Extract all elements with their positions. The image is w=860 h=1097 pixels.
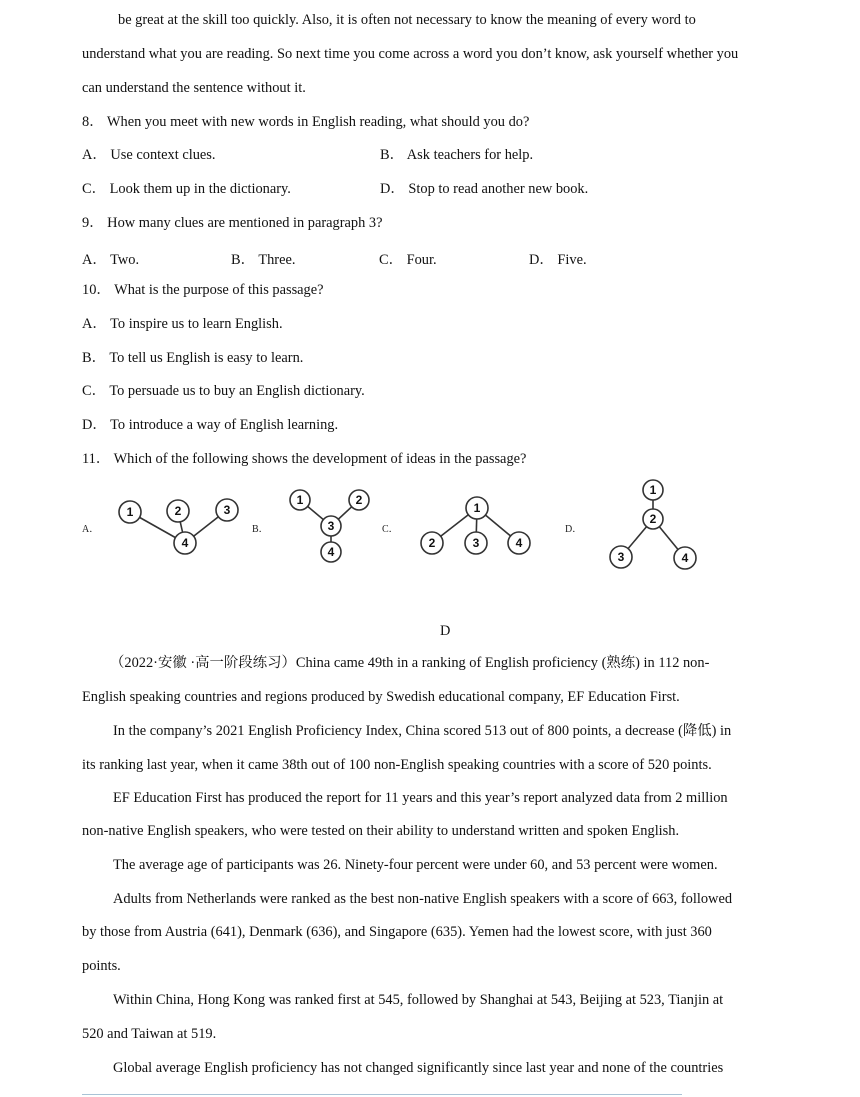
node-4: 4 — [681, 551, 689, 565]
node-2: 2 — [355, 493, 363, 507]
q8-option-b[interactable]: B． Ask teachers for help. — [380, 147, 534, 163]
q9-option-b[interactable]: B． Three. — [231, 252, 296, 268]
passage-line: EF Education First has produced the report for 11 years and this year’s report analyzed data from 2 million — [113, 790, 728, 806]
passage-line: be great at the skill too quickly. Also, it is often not necessary to know the meaning of every word to — [118, 12, 696, 28]
q11-diagram-b[interactable] — [280, 486, 380, 566]
node-4: 4 — [515, 536, 523, 550]
q9-option-d[interactable]: D． Five. — [529, 252, 587, 268]
passage-line: Global average English proficiency has not changed significantly since last year and none of the countries — [113, 1060, 724, 1076]
q8-option-c[interactable]: C． Look them up in the dictionary. — [82, 181, 291, 197]
question-9-stem: 9． How many clues are mentioned in paragraph 3? — [82, 215, 383, 231]
node-2: 2 — [649, 512, 657, 526]
passage-line: points. — [82, 958, 121, 974]
question-10-stem: 10． What is the purpose of this passage? — [82, 282, 324, 298]
passage-line: Adults from Netherlands were ranked as the best non-native English speakers with a score of 663, followed — [113, 891, 733, 907]
q10-option-a[interactable]: A． To inspire us to learn English. — [82, 316, 283, 332]
node-3: 3 — [223, 503, 231, 517]
passage-line: understand what you are reading. So next time you come across a word you don’t know, ask yourself whether you — [82, 46, 739, 62]
q9-option-c[interactable]: C． Four. — [379, 252, 437, 268]
q11-diagram-d[interactable] — [600, 478, 710, 573]
q8-option-a[interactable]: A． Use context clues. — [82, 147, 216, 163]
node-3: 3 — [472, 536, 480, 550]
node-1: 1 — [649, 483, 657, 497]
q9-option-a[interactable]: A． Two. — [82, 252, 140, 268]
section-heading: D — [440, 623, 451, 639]
node-1: 1 — [296, 493, 304, 507]
passage-line: can understand the sentence without it. — [82, 80, 306, 96]
question-11-stem: 11． Which of the following shows the development of ideas in the passage? — [82, 451, 527, 467]
q8-option-d[interactable]: D． Stop to read another new book. — [380, 181, 589, 197]
passage-line: The average age of participants was 26. Ninety-four percent were under 60, and 53 percent were women. — [113, 857, 718, 873]
passage-line: 520 and Taiwan at 519. — [82, 1026, 217, 1042]
node-4: 4 — [327, 545, 335, 559]
q11-option-c-label[interactable]: C． — [382, 524, 399, 535]
passage-line: Within China, Hong Kong was ranked first at 545, followed by Shanghai at 543, Beijing at 523, Tianjin at — [113, 992, 724, 1008]
node-4: 4 — [181, 536, 189, 550]
node-2: 2 — [428, 536, 436, 550]
passage-line: English speaking countries and regions produced by Swedish educational company, EF Education First. — [82, 689, 680, 705]
q10-option-d[interactable]: D． To introduce a way of English learning. — [82, 417, 339, 433]
node-1: 1 — [473, 501, 481, 515]
node-2: 2 — [174, 504, 182, 518]
q11-option-b-label[interactable]: B． — [252, 524, 269, 535]
passage-line: its ranking last year, when it came 38th out of 100 non-English speaking countries with a score of 520 points. — [82, 757, 712, 773]
page-divider — [82, 1094, 682, 1095]
passage-line: non-native English speakers, who were tested on their ability to understand written and spoken English. — [82, 823, 680, 839]
q10-option-b[interactable]: B． To tell us English is easy to learn. — [82, 350, 304, 366]
node-1: 1 — [126, 505, 134, 519]
node-3: 3 — [327, 519, 335, 533]
q11-diagram-a[interactable] — [112, 496, 252, 556]
q10-option-c[interactable]: C． To persuade us to buy an English dictionary. — [82, 383, 365, 399]
q11-option-d-label[interactable]: D． — [565, 524, 583, 535]
q11-option-a-label[interactable]: A． — [82, 524, 100, 535]
q11-diagram-c[interactable] — [410, 494, 550, 564]
passage-line: by those from Austria (641), Denmark (636), and Singapore (635). Yemen had the lowest score, with just 360 — [82, 924, 712, 940]
node-3: 3 — [617, 550, 625, 564]
passage-line: （2022·安徽 ·高一阶段练习）China came 49th in a ranking of English proficiency (熟练) in 112 non- — [110, 655, 710, 671]
passage-line: In the company’s 2021 English Proficiency Index, China scored 513 out of 800 points, a decrease (降低) in — [113, 723, 732, 739]
question-8-stem: 8． When you meet with new words in English reading, what should you do? — [82, 114, 530, 130]
